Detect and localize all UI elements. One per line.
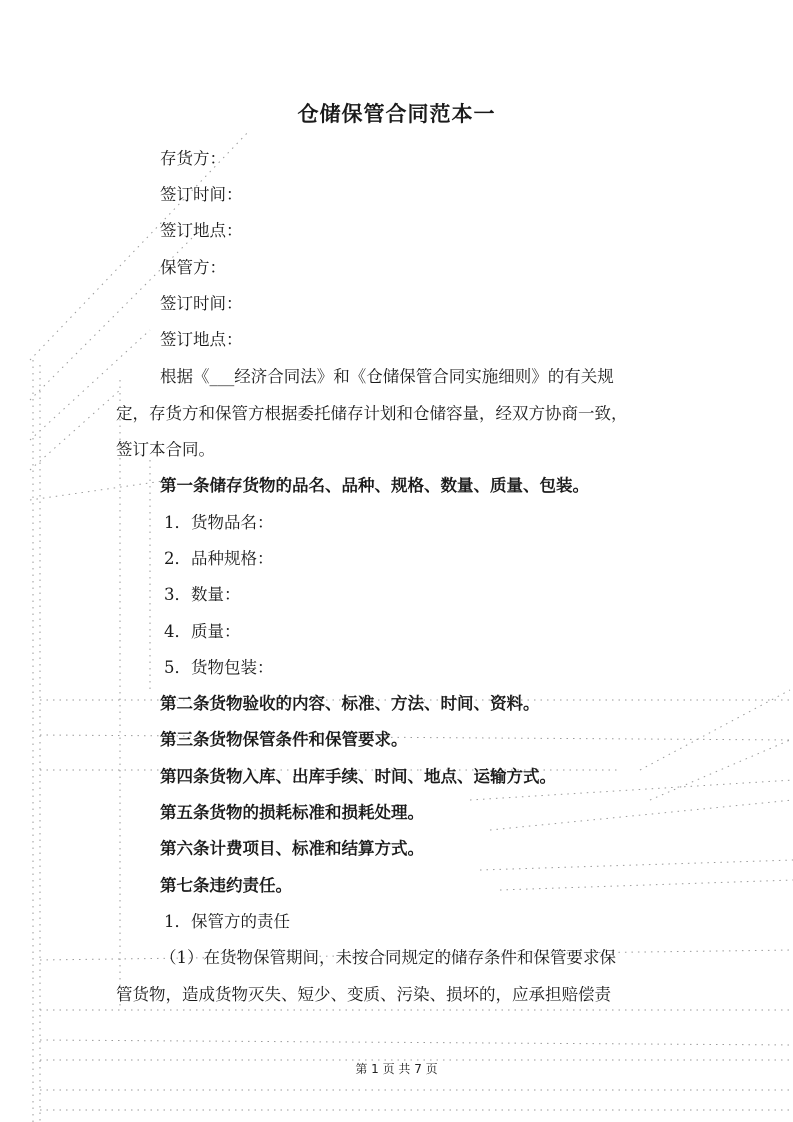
preamble-line-3: 签订本合同。 (116, 440, 215, 459)
article-1-item-2: 2．品种规格： (164, 549, 274, 568)
article-1-item-5: 5．货物包装： (164, 658, 274, 677)
party-custodian-sign-place: 签订地点： (160, 330, 243, 349)
page-number-footer: 第 1 页 共 7 页 (355, 1062, 438, 1076)
article-7-paragraph-1-line-2: 管货物，造成货物灭失、短少、变质、污染、损坏的，应承担赔偿责 (116, 985, 611, 1004)
article-4-heading: 第四条货物入库、出库手续、时间、地点、运输方式。 (160, 767, 556, 786)
party-depositor: 存货方： (160, 149, 226, 168)
article-7-heading: 第七条违约责任。 (160, 876, 292, 895)
article-1-item-1: 1．货物品名： (164, 513, 274, 532)
party-depositor-sign-time: 签订时间： (160, 185, 243, 204)
article-5-heading: 第五条货物的损耗标准和损耗处理。 (160, 803, 424, 822)
article-3-heading: 第三条货物保管条件和保管要求。 (160, 730, 408, 749)
party-custodian-sign-time: 签订时间： (160, 294, 243, 313)
party-depositor-sign-place: 签订地点： (160, 221, 243, 240)
article-1-heading: 第一条储存货物的品名、品种、规格、数量、质量、包装。 (160, 476, 589, 495)
article-1-item-3: 3．数量： (164, 585, 241, 604)
article-7-subsection-1: 1．保管方的责任 (164, 912, 290, 931)
article-7-paragraph-1-line-1: （1）在货物保管期间，未按合同规定的储存条件和保管要求保 (160, 948, 616, 967)
document-title: 仓储保管合同范本一 (297, 101, 496, 126)
preamble-line-2: 定，存货方和保管方根据委托储存计划和仓储容量，经双方协商一致， (116, 404, 628, 423)
preamble-line-1: 根据《___经济合同法》和《仓储保管合同实施细则》的有关规 (160, 367, 614, 386)
article-1-item-4: 4．质量： (164, 622, 241, 641)
party-custodian: 保管方： (160, 258, 226, 277)
article-6-heading: 第六条计费项目、标准和结算方式。 (160, 839, 424, 858)
article-2-heading: 第二条货物验收的内容、标准、方法、时间、资料。 (160, 694, 540, 713)
